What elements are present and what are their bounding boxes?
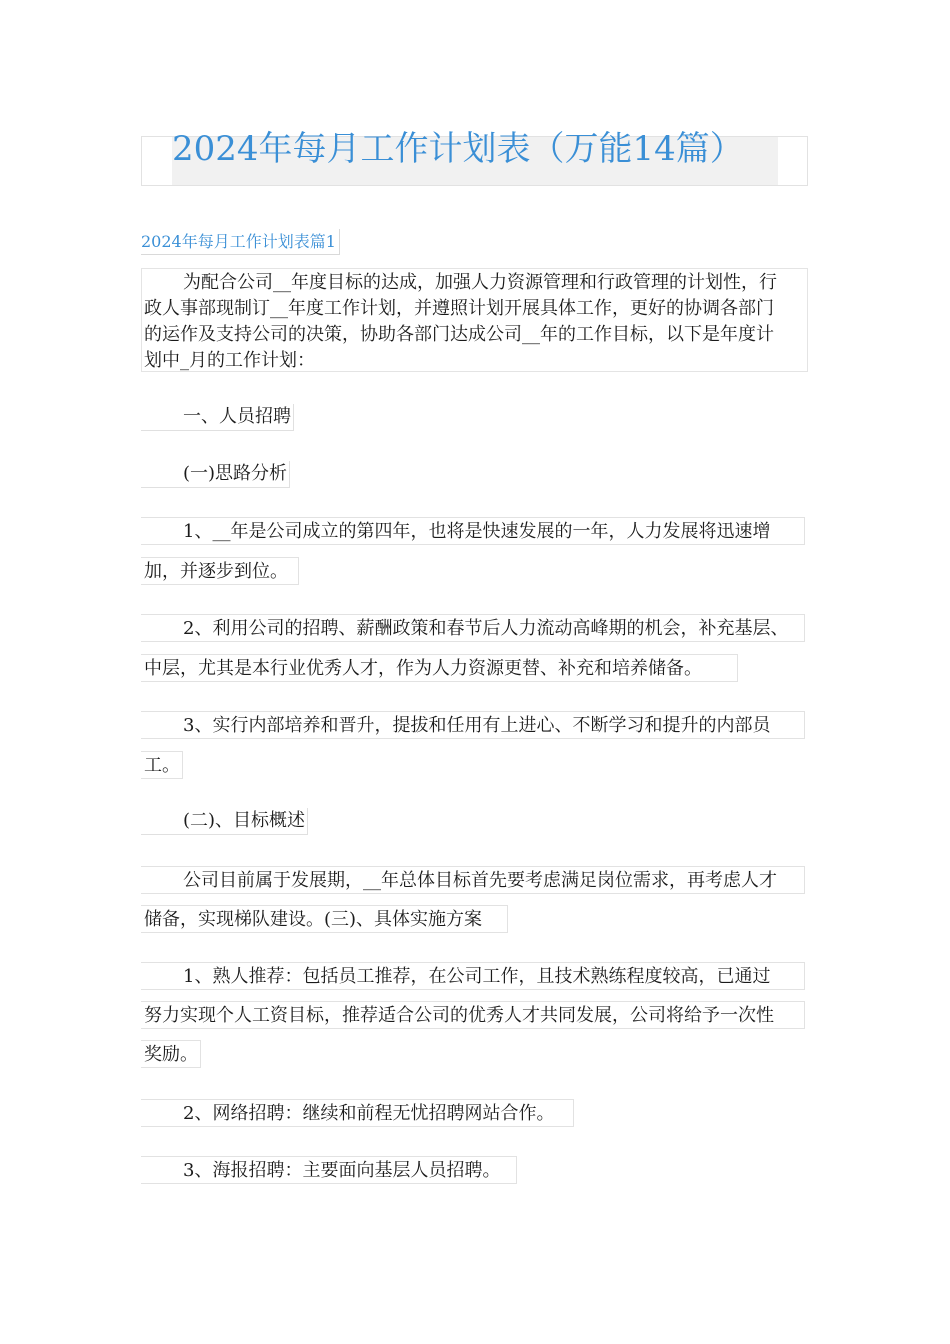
paragraph-line: 3、海报招聘：主要面向基层人员招聘。 bbox=[141, 1156, 517, 1184]
intro-line: 的运作及支持公司的决策，协助各部门达成公司__年的工作目标，以下是年度计 bbox=[144, 324, 774, 345]
paragraph-line: 2、网络招聘：继续和前程无忧招聘网站合作。 bbox=[141, 1099, 574, 1127]
paragraph-line: 储备，实现梯队建设。(三)、具体实施方案 bbox=[141, 905, 508, 933]
paragraph-line: 工。 bbox=[141, 751, 183, 779]
heading-goal: (二)、目标概述 bbox=[141, 808, 308, 835]
heading-analysis: (一)思路分析 bbox=[141, 461, 290, 488]
intro-line: 政人事部现制订__年度工作计划，并遵照计划开展具体工作，更好的协调各部门 bbox=[144, 298, 774, 319]
paragraph-line: 中层，尤其是本行业优秀人才，作为人力资源更替、补充和培养储备。 bbox=[141, 654, 738, 682]
section-heading: 2024年每月工作计划表篇1 bbox=[141, 229, 340, 255]
paragraph-line: 3、实行内部培养和晋升，提拔和任用有上进心、不断学习和提升的内部员 bbox=[141, 711, 805, 739]
paragraph-line: 1、__年是公司成立的第四年，也将是快速发展的一年，人力发展将迅速增 bbox=[141, 517, 805, 545]
intro-line: 划中_月的工作计划： bbox=[144, 350, 315, 371]
paragraph-line: 奖励。 bbox=[141, 1040, 201, 1068]
paragraph-line: 公司目前属于发展期，__年总体目标首先要考虑满足岗位需求，再考虑人才 bbox=[141, 866, 805, 894]
document-title: 2024年每月工作计划表（万能14篇） bbox=[172, 129, 744, 169]
paragraph-line: 加，并逐步到位。 bbox=[141, 557, 299, 585]
intro-paragraph bbox=[144, 270, 808, 374]
paragraph-line: 努力实现个人工资目标，推荐适合公司的优秀人才共同发展，公司将给予一次性 bbox=[141, 1001, 805, 1029]
paragraph-line: 2、利用公司的招聘、薪酬政策和春节后人力流动高峰期的机会，补充基层、 bbox=[141, 614, 805, 642]
paragraph-line: 1、熟人推荐：包括员工推荐，在公司工作，且技术熟练程度较高，已通过 bbox=[141, 962, 805, 990]
heading-recruitment: 一、人员招聘 bbox=[141, 404, 294, 431]
intro-line: 为配合公司__年度目标的达成，加强人力资源管理和行政管理的计划性，行 bbox=[183, 272, 777, 293]
